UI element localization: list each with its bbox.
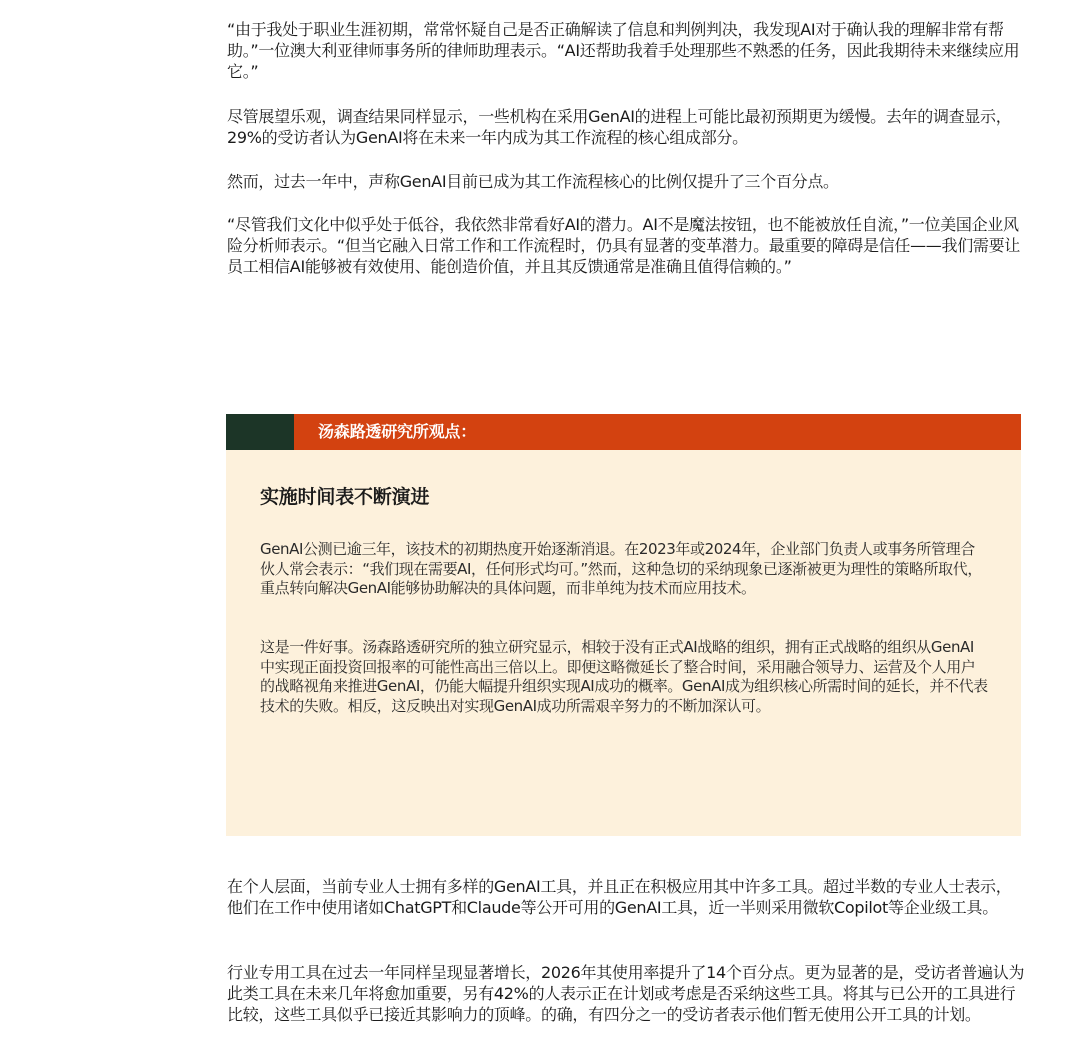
- article-paragraph-1: “由于我处于职业生涯初期，常常怀疑自己是否正确解读了信息和判例判决，我发现AI对于确认我的理解非常有帮助。”一位澳大利亚律师事务所的律师助理表示。“AI还帮助我着手处理那些不熟悉的任务，因此我期待未来继续应用它。”: [227, 20, 1020, 81]
- callout-paragraph-2: 这是一件好事。汤森路透研究所的独立研究显示，相较于没有正式AI战略的组织，拥有正式战略的组织从GenAI中实现正面投资回报率的可能性高出三倍以上。即便这略微延长了整合时间，采用融合领导力、运营及个人用户的战略视角来推进GenAI，仍能大幅提升组织实现AI成功的概率。GenAI成为组织核心所需时间的延长，并不代表技术的失败。相反，这反映出对实现GenAI成功所需艰辛努力的不断加深认可。: [260, 638, 988, 715]
- article-paragraph-5: 在个人层面，当前专业人士拥有多样的GenAI工具，并且正在积极应用其中许多工具。超过半数的专业人士表示，他们在工作中使用诸如ChatGPT和Claude等公开可用的GenAI工具，近一半则采用微软Copilot等企业级工具。: [227, 877, 1012, 917]
- callout-header-label: 汤森路透研究所观点：: [318, 422, 477, 441]
- insight-callout-box: [226, 414, 1021, 836]
- article-paragraph-2: 尽管展望乐观，调查结果同样显示，一些机构在采用GenAI的进程上可能比最初预期更为缓慢。去年的调查显示，29%的受访者认为GenAI将在未来一年内成为其工作流程的核心组成部分。: [227, 107, 1012, 147]
- callout-paragraph-1: GenAI公测已逾三年，该技术的初期热度开始逐渐消退。在2023年或2024年，企业部门负责人或事务所管理合伙人常会表示：“我们现在需要AI，任何形式均可。”然而，这种急切的采纳现象已逐渐被更为理性的策略所取代，重点转向解决GenAI能够协助解决的具体问题，而非单纯为技术而应用技术。: [260, 540, 982, 597]
- callout-title: 实施时间表不断演进: [260, 486, 430, 508]
- article-paragraph-6: 行业专用工具在过去一年同样呈现显著增长，2026年其使用率提升了14个百分点。更为显著的是，受访者普遍认为此类工具在未来几年将愈加重要，另有42%的人表示正在计划或考虑是否采纳这些工具。将其与已公开的工具进行比较，这些工具似乎已接近其影响力的顶峰。的确，有四分之一的受访者表示他们暂无使用公开工具的计划。: [227, 963, 1025, 1024]
- article-paragraph-4: “尽管我们文化中似乎处于低谷，我依然非常看好AI的潜力。AI不是魔法按钮，也不能被放任自流，”一位美国企业风险分析师表示。“但当它融入日常工作和工作流程时，仍具有显著的变革潜力。最重要的障碍是信任——我们需要让员工相信AI能够被有效使用、能创造价值，并且其反馈通常是准确且值得信赖的。”: [227, 215, 1020, 276]
- article-paragraph-3: 然而，过去一年中，声称GenAI目前已成为其工作流程核心的比例仅提升了三个百分点。: [227, 172, 839, 191]
- callout-header-bar: [226, 414, 1021, 450]
- callout-header-color-block: [226, 414, 294, 450]
